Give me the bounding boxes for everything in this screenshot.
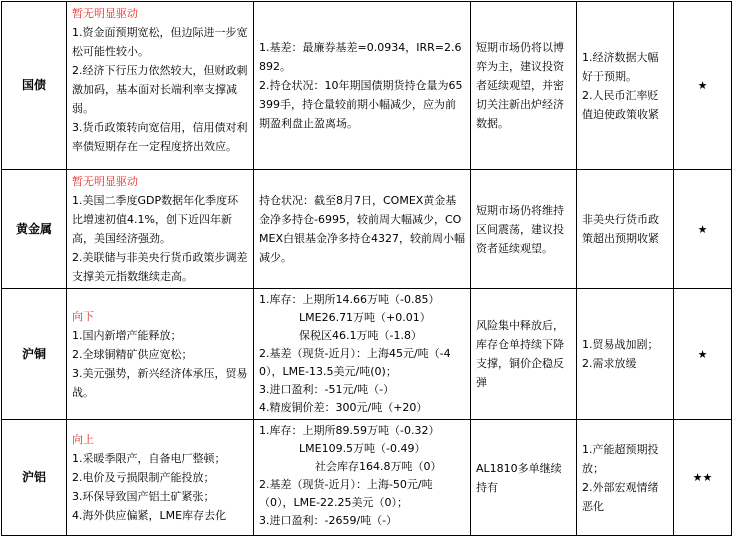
driver-line: 1.国内新增产能释放； xyxy=(72,328,182,342)
stats-cell xyxy=(254,289,471,420)
rating-stars: ★★ xyxy=(674,420,732,536)
risk-cell xyxy=(577,420,674,536)
stats-line: 1.库存：上期所14.66万吨（-0.85） xyxy=(259,293,440,306)
stats-line: 4.精废铜价差：300元/吨（+20） xyxy=(259,401,428,414)
risk-cell xyxy=(577,170,674,289)
driver-line: 2.全球铜精矿供应宽松； xyxy=(72,347,193,361)
drivers-cell xyxy=(67,170,254,289)
risk-line: 2.需求放缓 xyxy=(582,357,637,370)
stats-line: 1.基差：最廉券基差=0.0934，IRR=2.6892。 xyxy=(259,41,462,73)
stats-line: 2.持仓状况：10年期国债期货持仓量为65399手，持仓量较前期小幅减少，应为前期盈利盘止盈离场。 xyxy=(259,79,463,130)
table-row-treasury xyxy=(2,2,732,170)
driver-heading: 暂无明显驱动 xyxy=(72,175,138,188)
risk-line: 2.人民币汇率贬值迫使政策收紧 xyxy=(582,88,659,121)
stats-cell xyxy=(254,420,471,536)
drivers-cell xyxy=(67,289,254,420)
driver-line: 1.资金面预期宽松，但边际进一步宽松可能性较小。 xyxy=(72,26,248,58)
driver-heading: 暂无明显驱动 xyxy=(72,7,138,20)
strategy-table xyxy=(1,1,732,536)
rating-stars: ★ xyxy=(674,170,732,289)
driver-line: 1.采暖季限产，自备电厂整顿； xyxy=(72,452,226,465)
stats-line: LME109.5万吨（-0.49） xyxy=(299,442,426,455)
risk-cell xyxy=(577,2,674,170)
driver-line: 2.美联储与非美央行货币政策步调差支撑美元指数继续走高。 xyxy=(72,251,248,283)
stats-line: 社会库存164.8万吨（0） xyxy=(315,460,442,473)
driver-line: 3.货币政策转向宽信用，信用债对利率债短期存在一定程度挤出效应。 xyxy=(72,121,248,153)
row-name: 黄金属 xyxy=(2,170,67,289)
stats-line: 2.基差（现货-近月）：上海45元/吨（-40），LME-13.5美元/吨(0)； xyxy=(259,347,451,378)
driver-line: 1.美国二季度GDP数据年化季度环比增速初值4.1%，创下近四年新高，美国经济强劲。 xyxy=(72,194,239,245)
stats-line: 持仓状况：截至8月7日，COMEX黄金基金净多持仓-6995，较前周大幅减少，COMEX白银基金净多持仓4327，较前周小幅减少。 xyxy=(259,194,465,264)
risk-line: 2.外部宏观情绪恶化 xyxy=(582,480,659,513)
stats-cell xyxy=(254,2,471,170)
stats-line: 2.基差（现货-近月）：上海-50元/吨（0），LME-22.25美元（0）； xyxy=(259,478,433,509)
advice-cell: 短期市场仍将以博弈为主，建议投资者延续观望，并密切关注新出炉经济数据。 xyxy=(471,2,577,170)
drivers-cell xyxy=(67,420,254,536)
driver-heading: 向上 xyxy=(72,433,94,446)
row-name: 国债 xyxy=(2,2,67,170)
advice-cell: AL1810多单继续持有 xyxy=(471,420,577,536)
row-name: 沪铜 xyxy=(2,289,67,420)
stats-line: LME26.71万吨（+0.01） xyxy=(299,311,431,324)
driver-heading: 向下 xyxy=(72,309,94,323)
table-row-aluminum xyxy=(2,420,732,536)
risk-line: 1.经济数据大幅好于预期。 xyxy=(582,50,659,83)
stats-line: 1.库存：上期所89.59万吨（-0.32） xyxy=(259,424,440,437)
risk-cell xyxy=(577,289,674,420)
rating-stars: ★ xyxy=(674,2,732,170)
risk-line: 1.贸易战加剧； xyxy=(582,338,659,351)
stats-line: 保税区46.1万吨（-1.8） xyxy=(299,329,422,342)
driver-line: 3.环保导致国产铝土矿紧张； xyxy=(72,490,215,503)
stats-cell xyxy=(254,170,471,289)
table-row-gold xyxy=(2,170,732,289)
risk-line: 非美央行货币政策超出预期收紧 xyxy=(582,213,659,245)
driver-line: 2.经济下行压力依然较大，但财政刺激加码，基本面对长端利率支撑减弱。 xyxy=(72,64,248,115)
table-row-copper xyxy=(2,289,732,420)
advice-cell: 短期市场仍将维持区间震荡，建议投资者延续观望。 xyxy=(471,170,577,289)
advice-cell: 风险集中释放后，库存仓单持续下降支撑，铜价企稳反弹 xyxy=(471,289,577,420)
driver-line: 2.电价及亏损限制产能投放； xyxy=(72,471,215,484)
risk-line: 1.产能超预期投放； xyxy=(582,442,659,475)
row-name: 沪铝 xyxy=(2,420,67,536)
drivers-cell xyxy=(67,2,254,170)
rating-stars: ★ xyxy=(674,289,732,420)
stats-line: 3.进口盈利：-2659/吨（-） xyxy=(259,514,398,527)
driver-line: 3.美元强势，新兴经济体承压，贸易战。 xyxy=(72,366,248,399)
driver-line: 4.海外供应偏紧，LME库存去化 xyxy=(72,509,227,522)
stats-line: 3.进口盈利：-51元/吨（-） xyxy=(259,383,395,396)
